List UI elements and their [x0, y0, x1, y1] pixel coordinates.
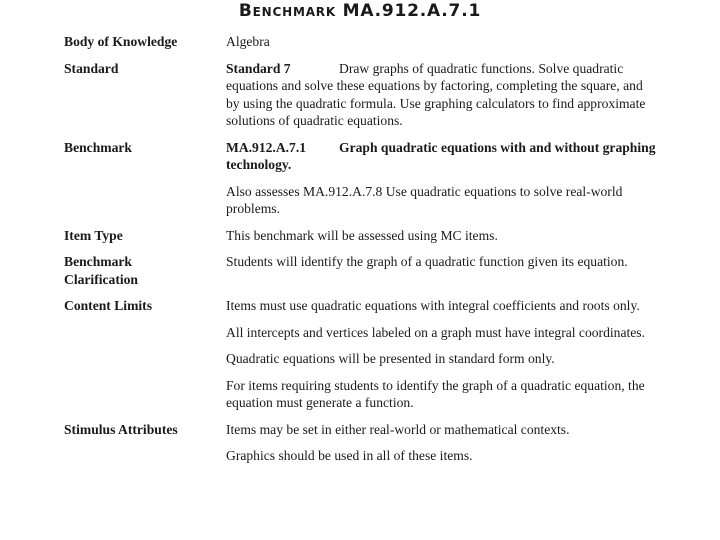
row-stimulus-attributes [64, 421, 664, 465]
content-limit-item: Items must use quadratic equations with integral coefficients and roots only. [226, 298, 640, 313]
row-label: Benchmark [64, 139, 132, 155]
row-label: Item Type [64, 227, 123, 243]
label-line: Clarification [64, 271, 138, 287]
benchmark-also-assesses: Also assesses MA.912.A.7.8 Use quadratic equations to solve real-world problems. [226, 183, 623, 216]
row-standard [64, 60, 664, 130]
row-value [226, 421, 656, 465]
label-line: Benchmark [64, 254, 132, 269]
row-label: Content Limits [64, 298, 152, 313]
benchmark-text: Graph quadratic equations with and without graphing technology. [226, 139, 656, 172]
row-value [226, 139, 656, 218]
title-prefix: Benchmark [238, 1, 336, 21]
row-value: Students will identify the graph of a quadratic function given its equation. [226, 254, 628, 269]
row-label [64, 253, 226, 288]
standard-heading: Standard 7 [226, 60, 291, 76]
row-body-of-knowledge [64, 33, 664, 51]
row-benchmark [64, 139, 664, 218]
row-label: Stimulus Attributes [64, 421, 178, 437]
row-label: Standard [64, 60, 119, 76]
stimulus-item: Items may be set in either real-world or mathematical contexts. [226, 421, 570, 437]
row-content-limits [64, 297, 664, 412]
title-code: MA.912.A.7.1 [342, 1, 482, 21]
row-value [226, 60, 656, 130]
row-benchmark-clarification [64, 253, 664, 288]
content-limit-item: Quadratic equations will be presented in standard form only. [226, 351, 555, 366]
row-value: This benchmark will be assessed using MC items. [226, 227, 498, 243]
row-value [226, 297, 656, 412]
row-value: Algebra [226, 34, 270, 49]
benchmark-code: MA.912.A.7.1 [226, 139, 307, 155]
benchmark-statement [226, 139, 656, 174]
page-title [0, 0, 720, 22]
standard-text: Draw graphs of quadratic functions. Solve quadratic equations and solve these equations by factoring, completing the square, and by using the quadratic formula. Use graphing calculators to find approximate solutions of quadratic equations. [226, 60, 646, 128]
content-limit-item: All intercepts and vertices labeled on a graph must have integral coordinates. [226, 324, 645, 340]
row-label: Body of Knowledge [64, 34, 178, 49]
row-item-type [64, 227, 664, 245]
benchmark-table [64, 33, 664, 474]
content-limit-item: For items requiring students to identify the graph of a quadratic equation, the equation must generate a function. [226, 377, 645, 410]
stimulus-item: Graphics should be used in all of these items. [226, 448, 473, 463]
